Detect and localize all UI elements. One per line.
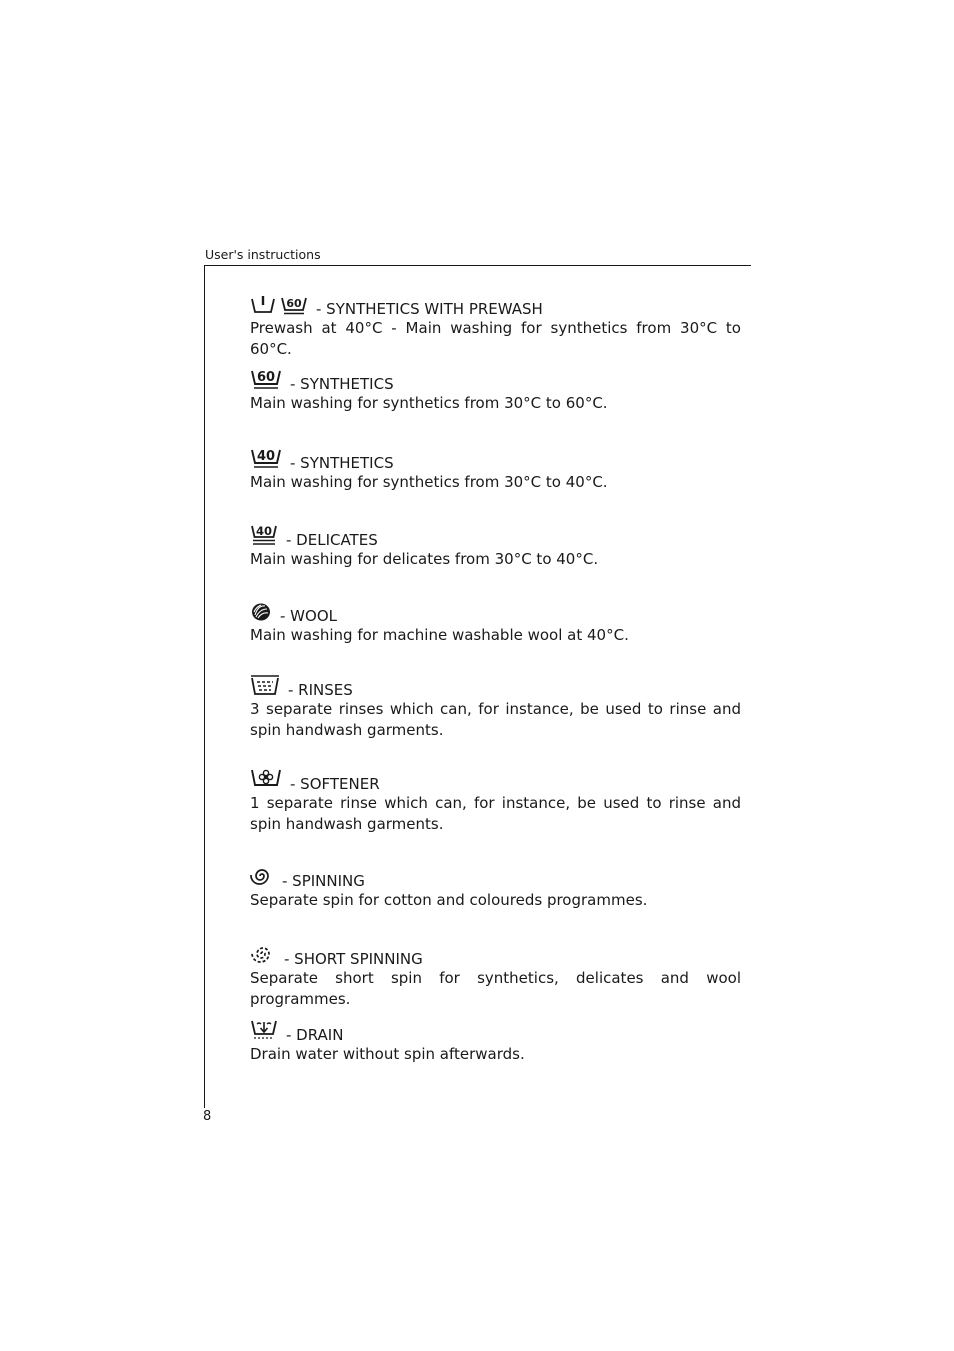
programme-description: Main washing for machine washable wool at 40°C.: [250, 626, 629, 644]
programme-title: - DELICATES: [286, 531, 378, 549]
programme-entry-delicates: [250, 522, 741, 570]
svg-text:60: 60: [256, 370, 276, 385]
spin-spiral-icon: [250, 864, 274, 887]
programme-entry-drain: [250, 1017, 741, 1065]
programme-entry-synthetics-40: [250, 445, 741, 493]
programme-entry-short-spinning: [250, 941, 741, 1009]
svg-text:40: 40: [255, 524, 273, 538]
synthetics-60-tub-icon: [250, 368, 282, 390]
prewash-tub-icon: [250, 295, 276, 315]
programme-title: - RINSES: [288, 681, 353, 699]
programme-description: Main washing for synthetics from 30°C to 60°C.: [250, 394, 608, 412]
page-number: 8: [203, 1109, 212, 1124]
wool-skein-icon: [250, 601, 272, 622]
running-header: User's instructions: [205, 247, 321, 262]
programme-title: - WOOL: [280, 607, 337, 625]
programme-entry-synthetics-60: [250, 366, 741, 414]
programme-title: - SYNTHETICS: [290, 454, 394, 472]
synthetics-40-tub-icon: [250, 447, 282, 469]
programme-entry-rinses: [250, 672, 741, 740]
programme-title: - SYNTHETICS: [290, 375, 394, 393]
programme-description: 1 separate rinse which can, for instance, be used to rinse and spin handwash garments.: [250, 794, 741, 833]
drain-tub-icon: [250, 1019, 278, 1041]
programme-description: 3 separate rinses which can, for instance, be used to rinse and spin handwash garments.: [250, 700, 741, 739]
programme-entry-spinning: [250, 863, 741, 911]
programme-description: Main washing for synthetics from 30°C to 40°C.: [250, 473, 608, 491]
header-rule: [204, 265, 751, 266]
short-spin-spiral-icon: [250, 942, 276, 965]
programme-description: Main washing for delicates from 30°C to 40°C.: [250, 550, 599, 568]
rinses-tub-icon: [250, 674, 280, 696]
synthetics-60-tub-icon: [280, 295, 308, 315]
delicates-40-tub-icon: [250, 524, 278, 546]
programme-title: - SYNTHETICS WITH PREWASH: [316, 300, 543, 318]
programme-entry-wool: [250, 598, 741, 646]
programme-title: - DRAIN: [286, 1026, 344, 1044]
programme-description: Prewash at 40°C - Main washing for synthetics from 30°C to 60°C.: [250, 319, 741, 358]
programme-description: Separate short spin for synthetics, delicates and wool programmes.: [250, 969, 741, 1008]
programme-entry-synthetics-prewash: [250, 291, 741, 359]
svg-text:40: 40: [256, 449, 276, 464]
programme-description: Drain water without spin afterwards.: [250, 1045, 525, 1063]
softener-tub-icon: [250, 768, 282, 790]
programme-description: Separate spin for cotton and coloureds programmes.: [250, 891, 648, 909]
programme-entry-softener: [250, 766, 741, 834]
svg-text:60: 60: [286, 297, 302, 310]
programme-title: - SPINNING: [282, 872, 365, 890]
programme-title: - SHORT SPINNING: [284, 950, 423, 968]
margin-rule: [204, 265, 205, 1108]
programme-title: - SOFTENER: [290, 775, 380, 793]
